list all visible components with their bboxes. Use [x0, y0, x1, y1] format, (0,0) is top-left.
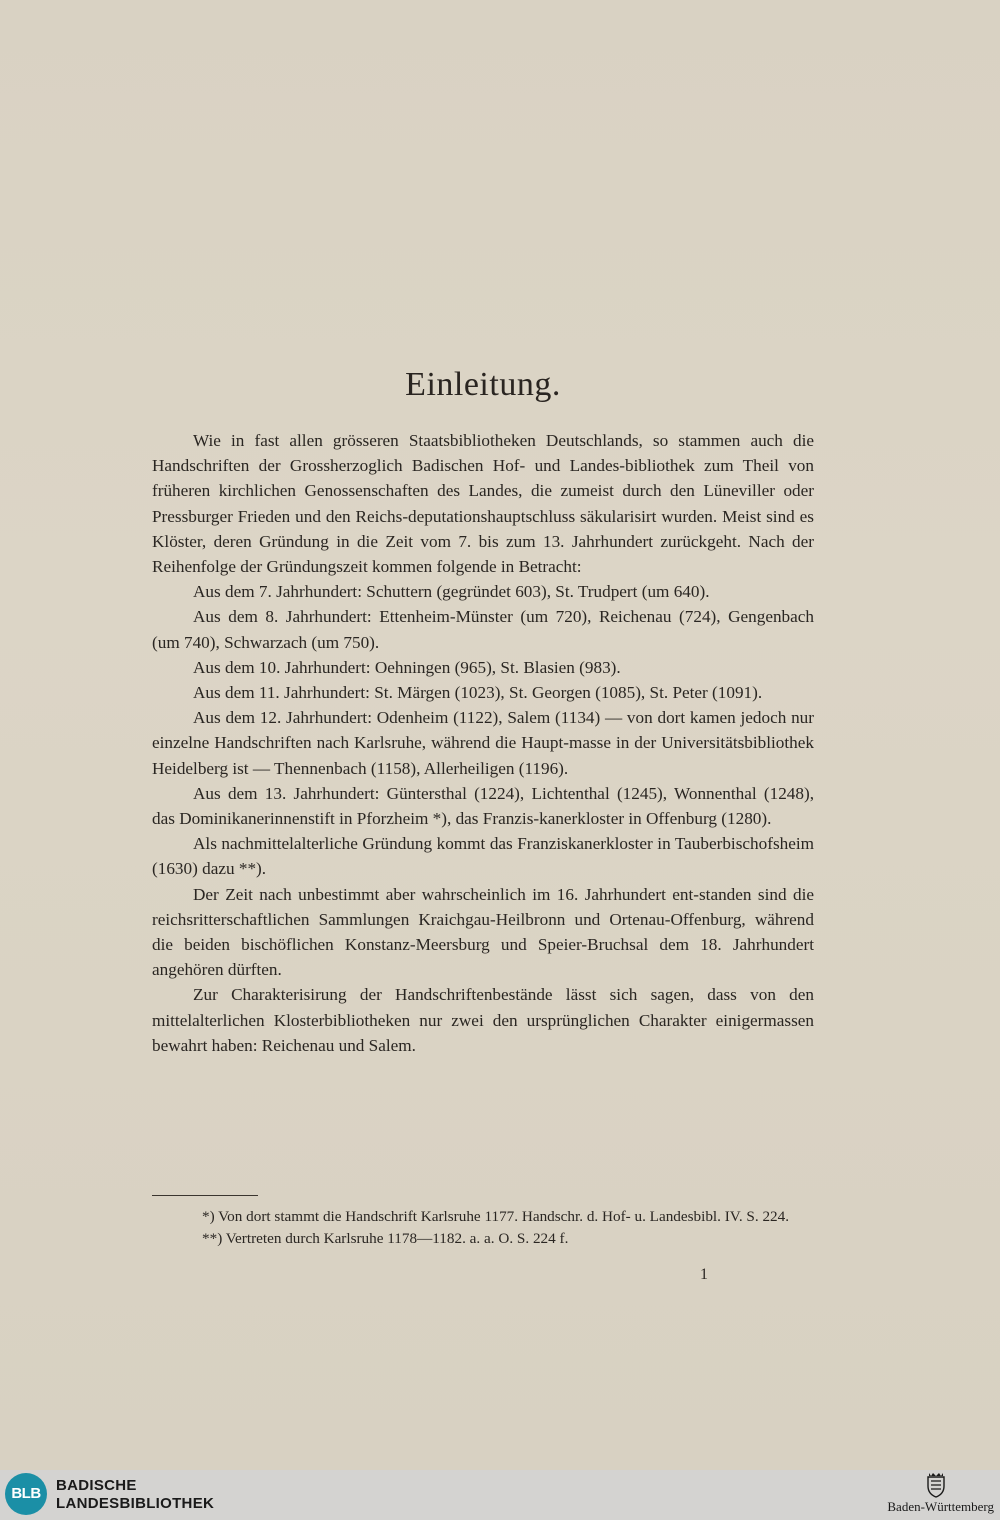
paragraph: Aus dem 8. Jahrhundert: Ettenheim-Münster (um 720), Reichenau (724), Gengenbach (um 740), Schwarzach (um 750). [152, 607, 814, 652]
page-title: Einleitung. [405, 366, 561, 403]
blb-logo-icon[interactable]: BLB [5, 1473, 47, 1515]
paragraph: Wie in fast allen grösseren Staatsbibliotheken Deutschlands, so stammen auch die Handschriften der Grossherzoglich Badischen Hof- und Landes-bibliothek zum Theil von früheren kirchlichen Genossenschaften des Landes, die zumeist durch den Lüneviller oder Pressburger Frieden und den Reichs-deputationshauptschluss säkularisirt wurden. Meist sind es Klöster, deren Gründung in die Zeit vom 7. bis zum 13. Jahrhundert zurückgeht. Nach der Reihenfolge der Gründungszeit kommen folgende in Betracht: [152, 431, 814, 577]
paragraph: Der Zeit nach unbestimmt aber wahrscheinlich im 16. Jahrhundert ent-standen sind die reichsritterschaftlichen Sammlungen Kraichgau-Heilbronn und Ortenau-Offenburg, während die beiden bischöflichen Konstanz-Meersburg und Speier-Bruchsal dem 18. Jahrhundert angehören dürften. [152, 884, 814, 980]
paragraph: Aus dem 7. Jahrhundert: Schuttern (gegründet 603), St. Trudpert (um 640). [193, 582, 710, 602]
state-label: Baden-Württemberg [887, 1499, 994, 1514]
body-text [152, 428, 814, 1058]
footnote-divider [152, 1195, 258, 1196]
paragraph: Zur Charakterisirung der Handschriftenbestände lässt sich sagen, dass von den mittelalterlichen Klosterbibliotheken nur zwei den ursprünglichen Charakter einigermassen bewahrt haben: Reichenau und Salem. [152, 985, 814, 1055]
baden-wuerttemberg-crest-icon [925, 1472, 947, 1498]
library-name-line2: LANDESBIBLIOTHEK [56, 1495, 215, 1512]
footer-bar [0, 1470, 1000, 1520]
paragraph: Aus dem 10. Jahrhundert: Oehningen (965), St. Blasien (983). [193, 657, 621, 677]
paragraph: Als nachmittelalterliche Gründung kommt das Franziskanerkloster in Tauberbischofsheim (1630) dazu **). [152, 834, 814, 879]
footnote: *) Von dort stammt die Handschrift Karlsruhe 1177. Handschr. d. Hof- u. Landesbibl. IV. S. 224. [202, 1208, 790, 1225]
page-number: 1 [700, 1266, 708, 1283]
paragraph: Aus dem 11. Jahrhundert: St. Märgen (1023), St. Georgen (1085), St. Peter (1091). [193, 683, 763, 703]
library-name[interactable] [56, 1477, 214, 1513]
library-name-line1: BADISCHE [56, 1477, 137, 1494]
footnote: **) Vertreten durch Karlsruhe 1178—1182. a. a. O. S. 224 f. [202, 1230, 569, 1247]
paragraph: Aus dem 13. Jahrhundert: Güntersthal (1224), Lichtenthal (1245), Wonnenthal (1248), das Dominikanerinnenstift in Pforzheim *), das Franzis-kanerkloster in Offenburg (1280). [152, 783, 814, 829]
paragraph: Aus dem 12. Jahrhundert: Odenheim (1122), Salem (1134) — von dort kamen jedoch nur einzelne Handschriften nach Karlsruhe, während die Haupt-masse in der Universitätsbibliothek Heidelberg ist — Thennenbach (1158), Allerheiligen (1196). [152, 708, 814, 778]
footnotes [152, 1206, 816, 1250]
